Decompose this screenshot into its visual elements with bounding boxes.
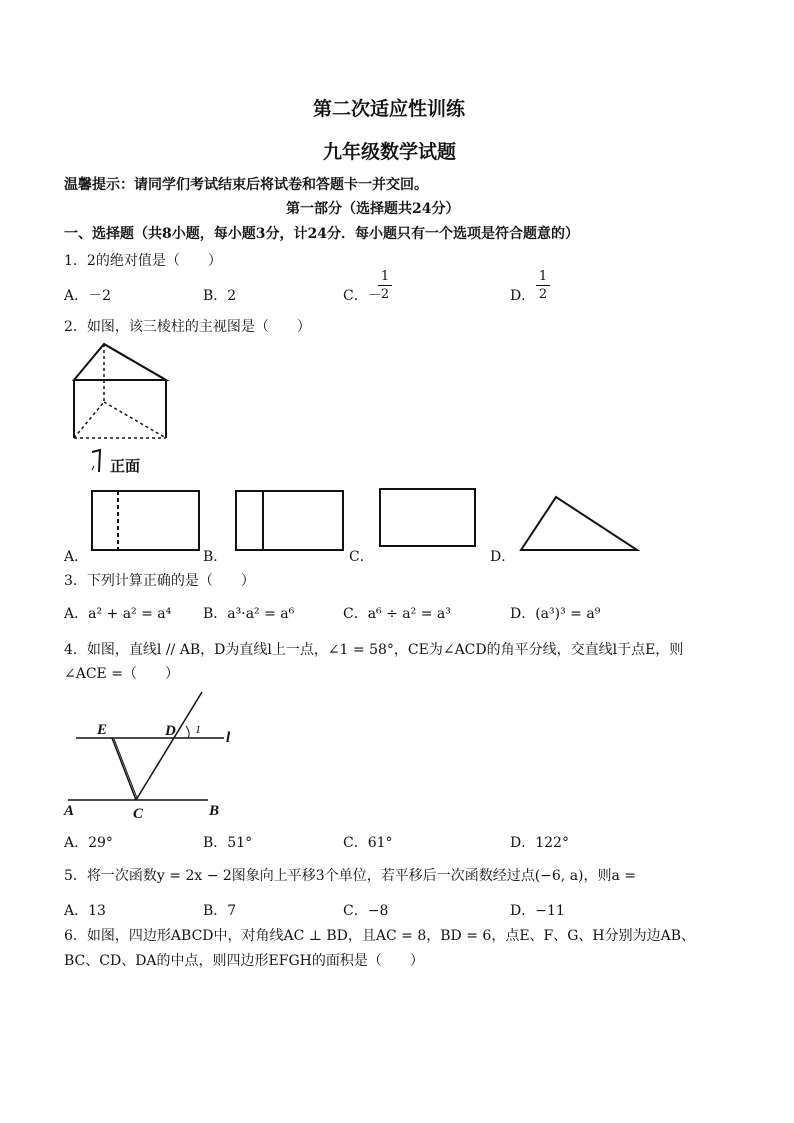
- q1-option-d: D．: [510, 288, 536, 304]
- q4-option-d: D．122°: [510, 835, 569, 851]
- q6-stem-line1: 6．如图，四边形ABCD中，对角线AC ⊥ BD，且AC = 8，BD = 6，点E、F、G、H分别为边AB、: [64, 928, 696, 944]
- q1-stem: 1．2的绝对值是（ ）: [64, 253, 222, 269]
- q1-option-a: A．－2: [64, 288, 112, 304]
- q3-option-b: B．a³·a² = a⁶: [203, 606, 295, 622]
- fraction-bar: [536, 285, 550, 286]
- q4-label-angle-1: 1: [195, 722, 201, 736]
- q4-option-b: B．51°: [203, 835, 253, 851]
- section-title: 一、选择题（共8小题，每小题3分，计24分．每小题只有一个选项是符合题意的）: [64, 226, 579, 242]
- q2-option-b-figure: [235, 490, 347, 552]
- q1-option-c: C．－: [343, 288, 382, 304]
- q3-stem: 3．下列计算正确的是（ ）: [64, 573, 255, 589]
- front-label: 正面: [110, 457, 141, 475]
- q2-option-c-figure: [379, 488, 479, 550]
- fraction-denominator: 2: [380, 287, 390, 302]
- prism-figure: [70, 342, 180, 442]
- q3-option-d: D．(a³)³ = a⁹: [510, 606, 601, 622]
- q3-option-a: A．a² + a² = a⁴: [64, 606, 172, 622]
- q4-label-l: l: [226, 730, 231, 746]
- q4-label-c: C: [133, 806, 144, 822]
- q2-option-c: C．: [349, 549, 374, 565]
- q1-option-c-fraction: [378, 269, 392, 302]
- q1-option-d-fraction: [536, 269, 550, 302]
- q1-option-b: B．2: [203, 288, 237, 304]
- q5-option-c: C．−8: [343, 903, 389, 919]
- exam-subtitle: 九年级数学试题: [323, 141, 457, 163]
- q2-option-a-figure: [91, 490, 203, 552]
- q5-option-b: B．7: [203, 903, 237, 919]
- q2-option-a: A．: [64, 549, 89, 565]
- q4-label-d: D: [165, 723, 176, 739]
- q4-option-a: A．29°: [64, 835, 113, 851]
- q4-label-e: E: [97, 722, 108, 738]
- q2-option-b: B．: [203, 549, 228, 565]
- q2-option-d: D．: [490, 549, 516, 565]
- fraction-numerator: 1: [380, 269, 390, 284]
- q4-figure: [64, 690, 264, 825]
- exam-title: 第二次适应性训练: [313, 98, 466, 120]
- q6-stem-line2: BC、CD、DA的中点，则四边形EFGH的面积是（ ）: [64, 953, 424, 969]
- notice-text: 温馨提示：请同学们考试结束后将试卷和答题卡一并交回。: [64, 177, 428, 193]
- part-title: 第一部分（选择题共24分）: [286, 201, 460, 217]
- q4-label-b: B: [209, 803, 220, 819]
- fraction-bar: [378, 285, 392, 286]
- q5-option-a: A．13: [64, 903, 106, 919]
- q3-option-c: C．a⁶ ÷ a² = a³: [343, 606, 451, 622]
- q2-option-d-figure: [519, 495, 641, 553]
- front-arrow-icon: [88, 448, 108, 474]
- q4-stem-line1: 4．如图，直线l // AB，D为直线l上一点，∠1 = 58°，CE为∠ACD的角平分线，交直线l于点E，则: [64, 642, 684, 658]
- q4-stem-line2: ∠ACE =（ ）: [64, 666, 179, 682]
- fraction-denominator: 2: [538, 287, 548, 302]
- q4-option-c: C．61°: [343, 835, 393, 851]
- q4-label-a: A: [64, 803, 75, 819]
- q2-stem: 2．如图，该三棱柱的主视图是（ ）: [64, 319, 311, 335]
- q5-stem: 5．将一次函数y = 2x − 2图象向上平移3个单位，若平移后一次函数经过点(−6, a)，则a =: [64, 868, 637, 884]
- q5-option-d: D．−11: [510, 903, 565, 919]
- fraction-numerator: 1: [538, 269, 548, 284]
